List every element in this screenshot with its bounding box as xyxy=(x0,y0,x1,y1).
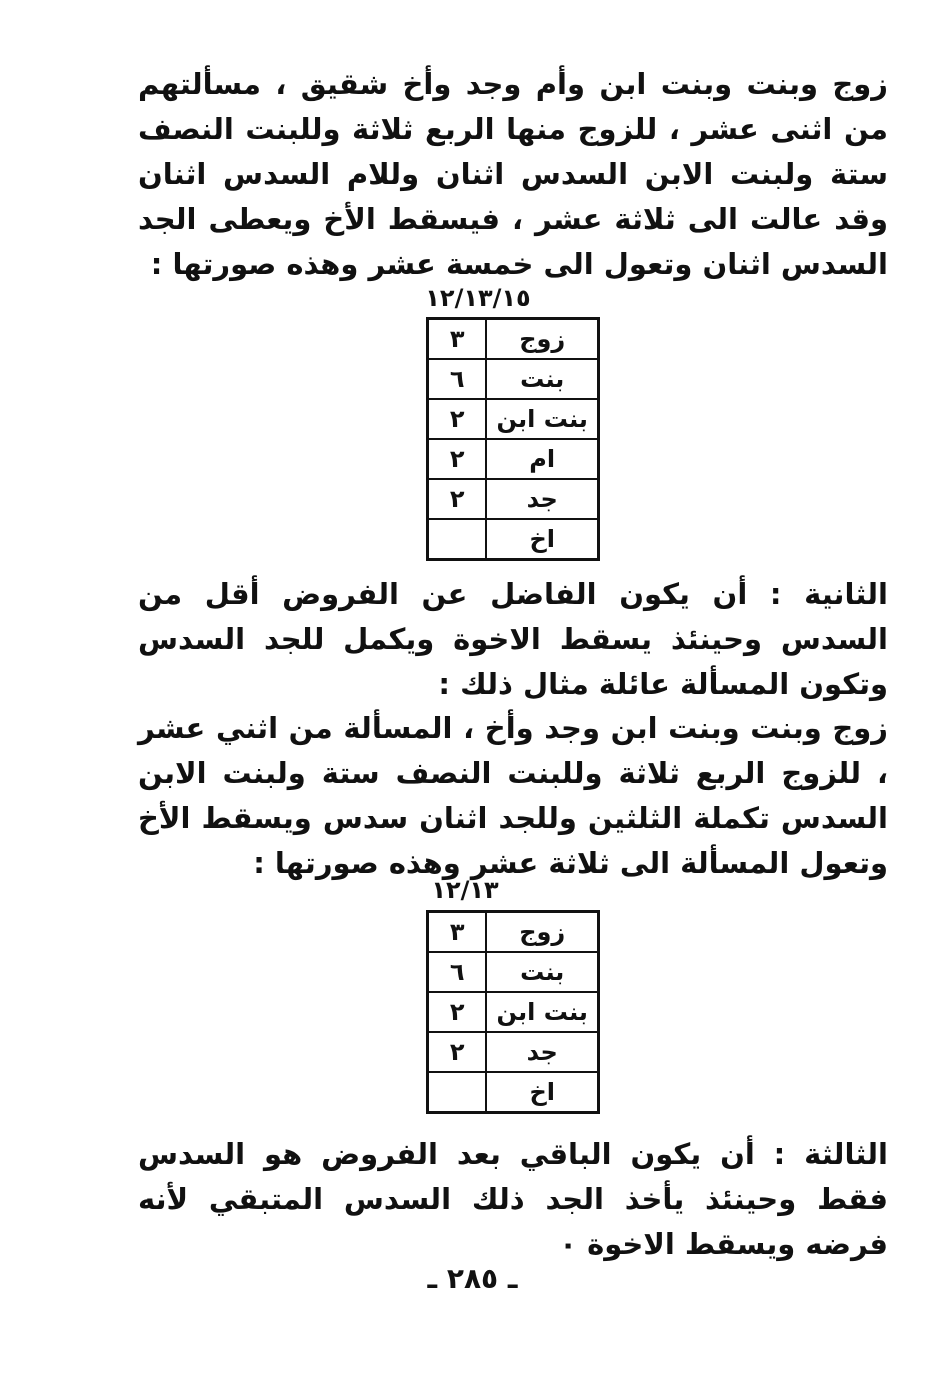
share-cell: ٦ xyxy=(428,359,487,399)
paragraph-second-case: الثانية : أن يكون الفاضل عن الفروض أقل من السدس وحينئذ يسقط الاخوة ويكمل للجد السدس وتكون المسألة عائلة مثال ذلك : xyxy=(138,577,888,701)
heir-cell: جد xyxy=(486,1032,598,1072)
table-row xyxy=(428,1072,599,1113)
share-cell: ٢ xyxy=(428,1032,487,1072)
share-cell: ٦ xyxy=(428,952,487,992)
table-row xyxy=(428,519,599,560)
share-cell: ٢ xyxy=(428,479,487,519)
heir-cell: بنت xyxy=(486,952,598,992)
inheritance-table-2 xyxy=(426,910,600,1114)
table-row xyxy=(428,952,599,992)
paragraph-example-1: زوج وبنت وبنت ابن وأم وجد وأخ شقيق ، مسألتهم من اثنى عشر ، للزوج منها الربع ثلاثة وللبنت النصف ستة ولبنت الابن السدس اثنان وللام السدس اثنان وقد عالت الى ثلاثة عشر ، فيسقط الأخ ويعطى الجد السدس اثنان وتعول الى خمسة عشر وهذه صورتها : xyxy=(138,67,888,281)
table-row xyxy=(428,992,599,1032)
share-cell: ٢ xyxy=(428,439,487,479)
paragraph-third-case: الثالثة : أن يكون الباقي بعد الفروض هو السدس فقط وحينئذ يأخذ الجد ذلك السدس المتبقي لأنه فرضه ويسقط الاخوة ٠ xyxy=(138,1137,888,1261)
heir-cell: اخ xyxy=(486,1072,598,1113)
table-row xyxy=(428,439,599,479)
heir-cell: اخ xyxy=(486,519,598,560)
heir-cell: جد xyxy=(486,479,598,519)
table-row xyxy=(428,479,599,519)
table-row xyxy=(428,1032,599,1072)
share-cell: ٣ xyxy=(428,912,487,953)
table-row xyxy=(428,399,599,439)
share-cell xyxy=(428,1072,487,1113)
heir-cell: زوج xyxy=(486,912,598,953)
page-number: ـ ٢٨٥ ـ xyxy=(427,1262,518,1295)
share-cell: ٣ xyxy=(428,319,487,360)
share-cell xyxy=(428,519,487,560)
table1-ratio-label: ١٢/١٣/١٥ xyxy=(425,284,531,312)
table-row xyxy=(428,359,599,399)
heir-cell: بنت ابن xyxy=(486,992,598,1032)
table-row xyxy=(428,912,599,953)
heir-cell: ام xyxy=(486,439,598,479)
heir-cell: زوج xyxy=(486,319,598,360)
table-row xyxy=(428,319,599,360)
heir-cell: بنت xyxy=(486,359,598,399)
share-cell: ٢ xyxy=(428,992,487,1032)
inheritance-table-1 xyxy=(426,317,600,561)
table2-ratio-label: ١٢/١٣ xyxy=(431,876,499,904)
paragraph-example-2: زوج وبنت وبنت ابن وجد وأخ ، المسألة من اثني عشر ، للزوج الربع ثلاثة وللبنت النصف ستة ولبنت الابن السدس تكملة الثلثين وللجد اثنان سدس ويسقط الأخ وتعول المسألة الى ثلاثة عشر وهذه صورتها : xyxy=(138,711,888,880)
share-cell: ٢ xyxy=(428,399,487,439)
heir-cell: بنت ابن xyxy=(486,399,598,439)
